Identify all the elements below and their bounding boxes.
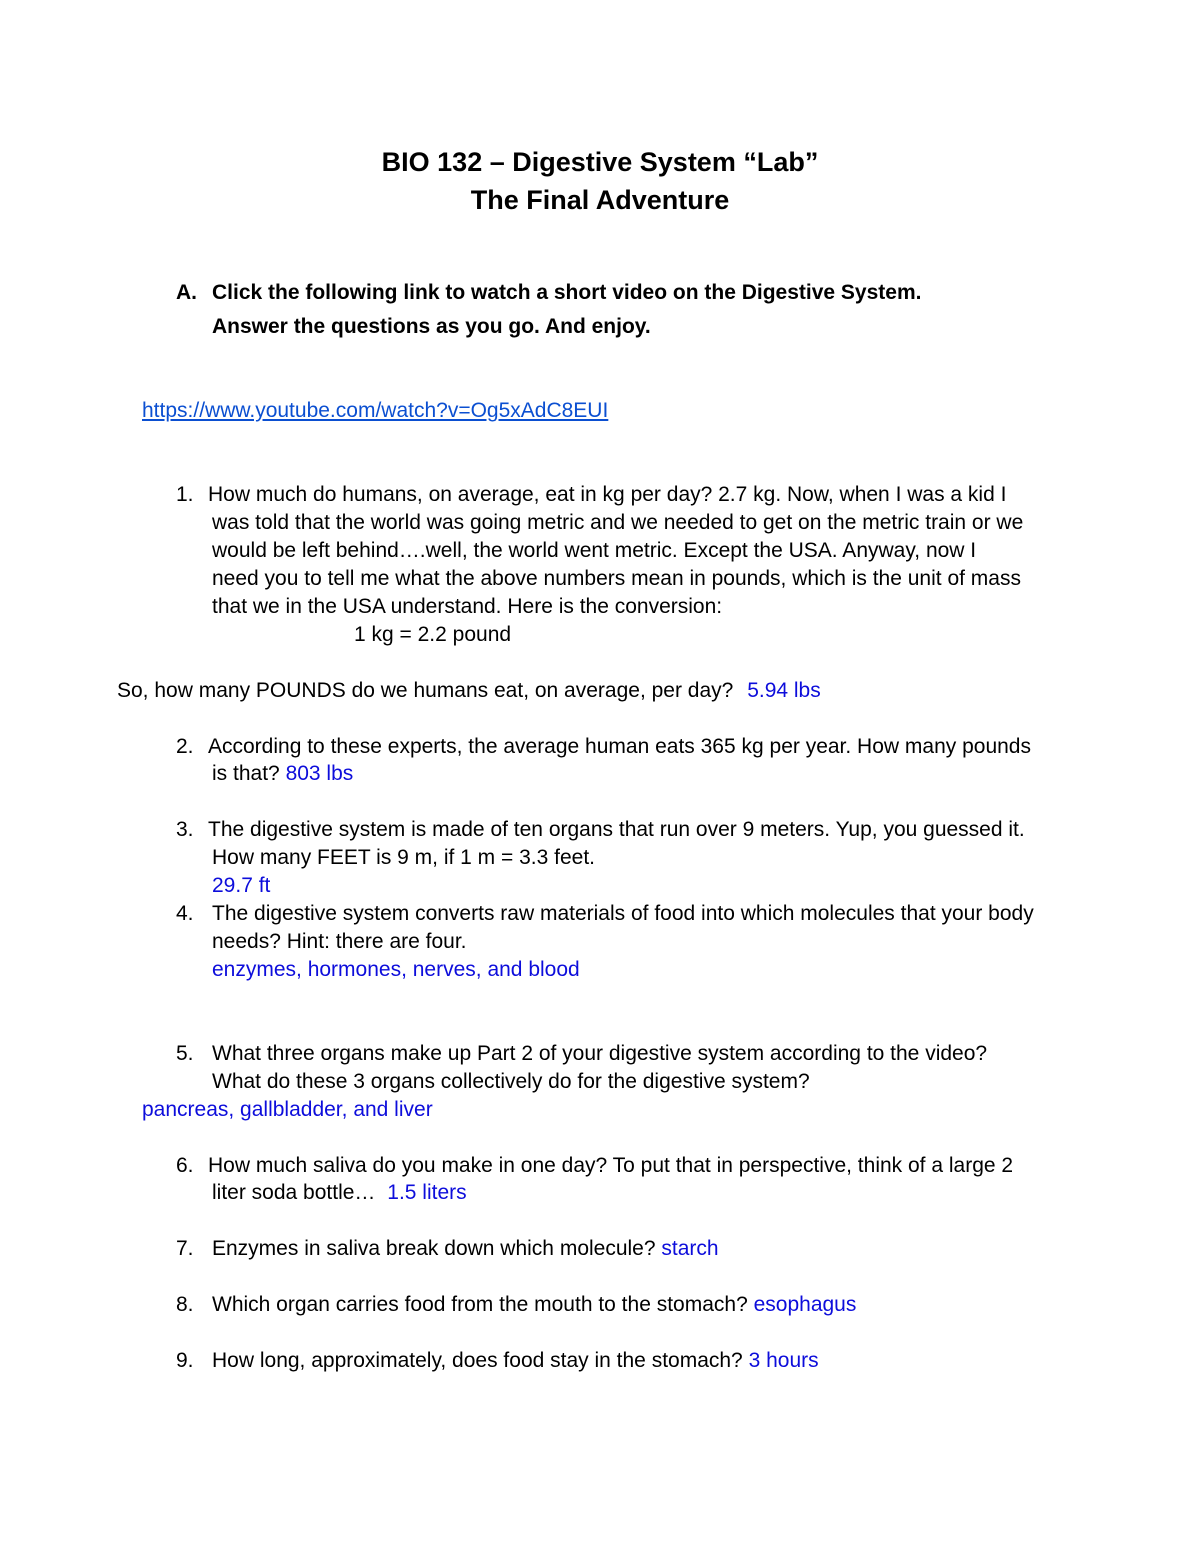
question-1-line3: would be left behind….well, the world went metric. Except the USA. Anyway, now I <box>212 539 977 562</box>
question-1-answer: 5.94 lbs <box>747 679 821 702</box>
question-7-text: Enzymes in saliva break down which molecule? <box>212 1237 656 1260</box>
question-3-line2: How many FEET is 9 m, if 1 m = 3.3 feet. <box>212 846 595 869</box>
question-1-line5: that we in the USA understand. Here is the conversion: <box>212 595 723 618</box>
question-2-answer: 803 lbs <box>285 762 354 785</box>
question-1-line2: was told that the world was going metric and we needed to get on the metric train or we <box>212 511 1024 534</box>
question-8-text: Which organ carries food from the mouth to the stomach? <box>212 1293 748 1316</box>
question-2-line2 <box>212 760 353 788</box>
question-6-answer: 1.5 liters <box>387 1181 467 1204</box>
question-5-number: 5. <box>176 1042 194 1065</box>
question-6-line2-text: liter soda bottle… <box>212 1181 376 1204</box>
question-9-line <box>212 1347 819 1375</box>
question-7-line <box>212 1235 719 1263</box>
section-a-instruction-line2: Answer the questions as you go. And enjoy. <box>212 315 651 338</box>
question-1-line1: How much do humans, on average, eat in kg per day? 2.7 kg. Now, when I was a kid I <box>208 483 1007 506</box>
question-5-line2: What do these 3 organs collectively do for the digestive system? <box>212 1070 810 1093</box>
question-6-line2 <box>212 1179 467 1207</box>
question-8-number: 8. <box>176 1293 194 1316</box>
question-4-line2: needs? Hint: there are four. <box>212 930 467 953</box>
section-a-instruction-line1: Click the following link to watch a short video on the Digestive System. <box>212 281 922 304</box>
question-1-line4: need you to tell me what the above numbers mean in pounds, which is the unit of mass <box>212 567 1021 590</box>
question-1-number: 1. <box>176 483 194 506</box>
question-4-number: 4. <box>176 902 194 925</box>
page-title: BIO 132 – Digestive System “Lab” <box>381 147 819 177</box>
question-8-line <box>212 1291 856 1319</box>
page-subtitle: The Final Adventure <box>470 185 730 215</box>
question-6-line1: How much saliva do you make in one day? To put that in perspective, think of a large 2 <box>208 1154 1014 1177</box>
question-3-number: 3. <box>176 818 194 841</box>
question-5-answer: pancreas, gallbladder, and liver <box>142 1098 433 1121</box>
question-9-text: How long, approximately, does food stay in the stomach? <box>212 1349 743 1372</box>
question-9-number: 9. <box>176 1349 194 1372</box>
question-4-line1: The digestive system converts raw materials of food into which molecules that your body <box>212 902 1034 925</box>
question-8-answer: esophagus <box>753 1293 857 1316</box>
question-4-answer: enzymes, hormones, nerves, and blood <box>212 958 580 981</box>
question-6-number: 6. <box>176 1154 194 1177</box>
question-3-answer: 29.7 ft <box>212 874 271 897</box>
question-7-answer: starch <box>661 1237 719 1260</box>
question-3-line1: The digestive system is made of ten organs that run over 9 meters. Yup, you guessed it. <box>208 818 1025 841</box>
question-2-number: 2. <box>176 735 194 758</box>
question-7-number: 7. <box>176 1237 194 1260</box>
question-2-line2-text: is that? <box>212 762 280 785</box>
section-a-label: A. <box>176 281 197 304</box>
video-link[interactable]: https://www.youtube.com/watch?v=Og5xAdC8EUI <box>142 399 609 422</box>
question-2-line1: According to these experts, the average human eats 365 kg per year. How many pounds <box>208 735 1031 758</box>
question-5-line1: What three organs make up Part 2 of your digestive system according to the video? <box>212 1042 988 1065</box>
conversion-formula: 1 kg = 2.2 pound <box>354 623 512 646</box>
question-1-followup-text: So, how many POUNDS do we humans eat, on average, per day? <box>117 679 734 702</box>
question-9-answer: 3 hours <box>748 1349 819 1372</box>
question-1-followup <box>117 677 821 705</box>
